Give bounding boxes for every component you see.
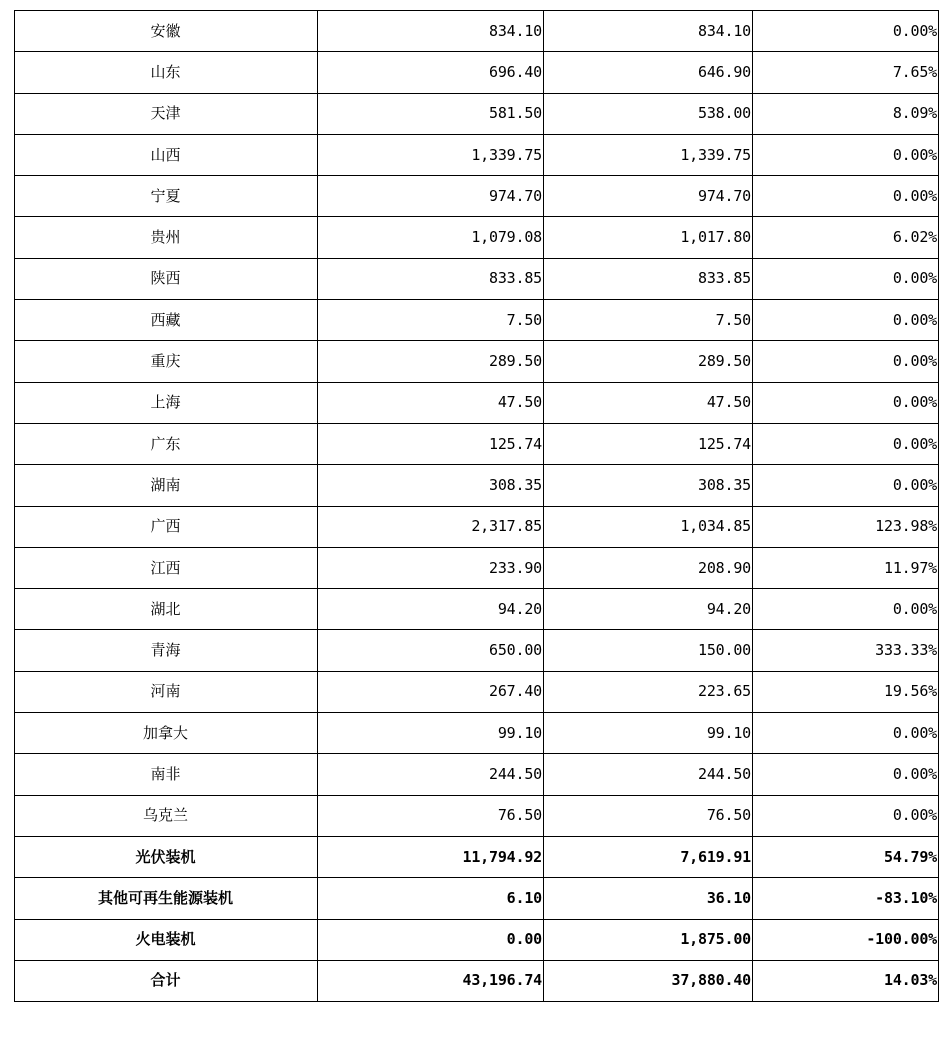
value-previous-cell: 646.90 (544, 52, 753, 93)
capacity-table (14, 10, 939, 1002)
value-previous-cell: 244.50 (544, 754, 753, 795)
change-percent-cell: 0.00% (753, 258, 939, 299)
value-previous-cell: 125.74 (544, 423, 753, 464)
value-current-cell: 125.74 (318, 423, 544, 464)
region-name-cell: 湖北 (15, 589, 318, 630)
change-percent-cell: 0.00% (753, 589, 939, 630)
change-percent-cell: 14.03% (753, 960, 939, 1001)
value-current-cell: 308.35 (318, 465, 544, 506)
value-previous-cell: 208.90 (544, 547, 753, 588)
table-row (15, 713, 939, 754)
change-percent-cell: 0.00% (753, 382, 939, 423)
region-name-cell: 陕西 (15, 258, 318, 299)
change-percent-cell: 0.00% (753, 300, 939, 341)
region-name-cell: 宁夏 (15, 176, 318, 217)
table-row (15, 671, 939, 712)
table-row (15, 423, 939, 464)
table-row (15, 589, 939, 630)
value-current-cell: 1,339.75 (318, 134, 544, 175)
table-row (15, 217, 939, 258)
value-previous-cell: 47.50 (544, 382, 753, 423)
value-current-cell: 0.00 (318, 919, 544, 960)
value-current-cell: 581.50 (318, 93, 544, 134)
value-previous-cell: 36.10 (544, 878, 753, 919)
value-previous-cell: 1,875.00 (544, 919, 753, 960)
change-percent-cell: 0.00% (753, 795, 939, 836)
region-name-cell: 光伏装机 (15, 836, 318, 877)
change-percent-cell: 0.00% (753, 341, 939, 382)
region-name-cell: 重庆 (15, 341, 318, 382)
change-percent-cell: 6.02% (753, 217, 939, 258)
value-current-cell: 833.85 (318, 258, 544, 299)
table-row (15, 176, 939, 217)
change-percent-cell: 333.33% (753, 630, 939, 671)
value-previous-cell: 7.50 (544, 300, 753, 341)
change-percent-cell: -83.10% (753, 878, 939, 919)
value-previous-cell: 1,034.85 (544, 506, 753, 547)
region-name-cell: 广东 (15, 423, 318, 464)
change-percent-cell: 0.00% (753, 713, 939, 754)
region-name-cell: 贵州 (15, 217, 318, 258)
table-row (15, 836, 939, 877)
region-name-cell: 合计 (15, 960, 318, 1001)
value-previous-cell: 94.20 (544, 589, 753, 630)
change-percent-cell: 0.00% (753, 754, 939, 795)
change-percent-cell: 0.00% (753, 465, 939, 506)
value-current-cell: 47.50 (318, 382, 544, 423)
region-name-cell: 乌克兰 (15, 795, 318, 836)
region-name-cell: 江西 (15, 547, 318, 588)
value-current-cell: 11,794.92 (318, 836, 544, 877)
value-previous-cell: 833.85 (544, 258, 753, 299)
value-current-cell: 2,317.85 (318, 506, 544, 547)
table-row (15, 919, 939, 960)
change-percent-cell: 7.65% (753, 52, 939, 93)
region-name-cell: 加拿大 (15, 713, 318, 754)
region-name-cell: 青海 (15, 630, 318, 671)
value-current-cell: 7.50 (318, 300, 544, 341)
value-current-cell: 650.00 (318, 630, 544, 671)
value-previous-cell: 223.65 (544, 671, 753, 712)
region-name-cell: 山东 (15, 52, 318, 93)
value-previous-cell: 538.00 (544, 93, 753, 134)
change-percent-cell: 0.00% (753, 134, 939, 175)
table-row (15, 134, 939, 175)
value-current-cell: 94.20 (318, 589, 544, 630)
table-row (15, 300, 939, 341)
value-previous-cell: 834.10 (544, 11, 753, 52)
value-current-cell: 244.50 (318, 754, 544, 795)
region-name-cell: 广西 (15, 506, 318, 547)
value-current-cell: 974.70 (318, 176, 544, 217)
table-row (15, 795, 939, 836)
value-current-cell: 6.10 (318, 878, 544, 919)
value-previous-cell: 1,339.75 (544, 134, 753, 175)
region-name-cell: 上海 (15, 382, 318, 423)
table-row (15, 465, 939, 506)
region-name-cell: 火电装机 (15, 919, 318, 960)
table-row (15, 754, 939, 795)
value-previous-cell: 1,017.80 (544, 217, 753, 258)
table-row (15, 382, 939, 423)
value-previous-cell: 150.00 (544, 630, 753, 671)
value-previous-cell: 76.50 (544, 795, 753, 836)
value-current-cell: 267.40 (318, 671, 544, 712)
change-percent-cell: 19.56% (753, 671, 939, 712)
region-name-cell: 山西 (15, 134, 318, 175)
region-name-cell: 天津 (15, 93, 318, 134)
value-previous-cell: 289.50 (544, 341, 753, 382)
table-row (15, 506, 939, 547)
value-previous-cell: 37,880.40 (544, 960, 753, 1001)
region-name-cell: 河南 (15, 671, 318, 712)
value-current-cell: 76.50 (318, 795, 544, 836)
table-body (15, 11, 939, 1002)
table-row (15, 547, 939, 588)
value-current-cell: 1,079.08 (318, 217, 544, 258)
region-name-cell: 其他可再生能源装机 (15, 878, 318, 919)
table-row (15, 630, 939, 671)
region-name-cell: 南非 (15, 754, 318, 795)
change-percent-cell: 0.00% (753, 176, 939, 217)
value-current-cell: 289.50 (318, 341, 544, 382)
value-previous-cell: 7,619.91 (544, 836, 753, 877)
change-percent-cell: 11.97% (753, 547, 939, 588)
table-row (15, 11, 939, 52)
change-percent-cell: 54.79% (753, 836, 939, 877)
value-previous-cell: 974.70 (544, 176, 753, 217)
change-percent-cell: 0.00% (753, 11, 939, 52)
region-name-cell: 西藏 (15, 300, 318, 341)
value-current-cell: 43,196.74 (318, 960, 544, 1001)
value-current-cell: 834.10 (318, 11, 544, 52)
value-previous-cell: 308.35 (544, 465, 753, 506)
value-previous-cell: 99.10 (544, 713, 753, 754)
change-percent-cell: -100.00% (753, 919, 939, 960)
table-row (15, 341, 939, 382)
table-row (15, 258, 939, 299)
region-name-cell: 安徽 (15, 11, 318, 52)
change-percent-cell: 0.00% (753, 423, 939, 464)
value-current-cell: 696.40 (318, 52, 544, 93)
value-current-cell: 99.10 (318, 713, 544, 754)
value-current-cell: 233.90 (318, 547, 544, 588)
table-row (15, 878, 939, 919)
table-row (15, 960, 939, 1001)
table-row (15, 52, 939, 93)
change-percent-cell: 123.98% (753, 506, 939, 547)
table-row (15, 93, 939, 134)
change-percent-cell: 8.09% (753, 93, 939, 134)
region-name-cell: 湖南 (15, 465, 318, 506)
